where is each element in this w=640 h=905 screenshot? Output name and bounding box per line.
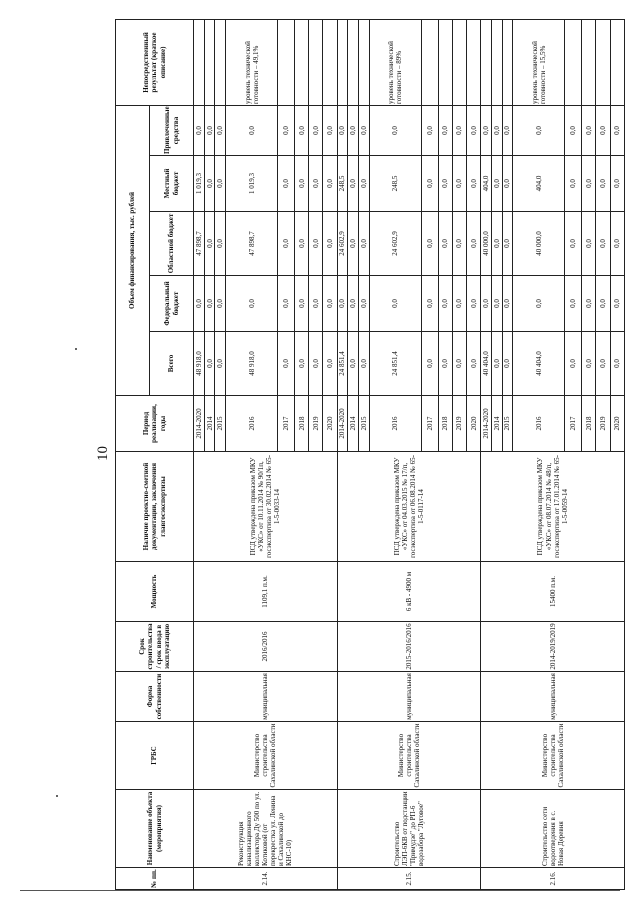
cell-federal: 0,0 bbox=[596, 276, 610, 332]
cell-local: 0,0 bbox=[438, 156, 452, 212]
cell-federal: 0,0 bbox=[215, 276, 226, 332]
cell-federal: 0,0 bbox=[278, 276, 295, 332]
cell-local: 0,0 bbox=[491, 156, 502, 212]
cell-regional: 40 000,0 bbox=[481, 212, 492, 276]
cell-total: 0,0 bbox=[596, 332, 610, 396]
cell-period: 2017 bbox=[565, 396, 582, 452]
cell-total: 0,0 bbox=[565, 332, 582, 396]
cell-period: 2020 bbox=[466, 396, 480, 452]
cell-local: 0,0 bbox=[359, 156, 370, 212]
cell-result bbox=[438, 19, 452, 105]
object-result: уровень технической готовности – 89% bbox=[369, 19, 421, 105]
cell-other: 0,0 bbox=[294, 105, 308, 155]
cell-result bbox=[359, 19, 370, 105]
cell-other: 0,0 bbox=[309, 105, 323, 155]
cell-period: 2014 bbox=[491, 396, 502, 452]
header-regional: Областной бюджет bbox=[150, 212, 194, 276]
object-result: уровень технической готовности – 15,5% bbox=[513, 19, 565, 105]
cell-local: 0,0 bbox=[452, 156, 466, 212]
header-name: Наименование объекта (мероприятия) bbox=[116, 790, 194, 868]
cell-total: 0,0 bbox=[323, 332, 337, 396]
cell-period: 2014-2020 bbox=[194, 396, 205, 452]
cell-federal: 0,0 bbox=[582, 276, 596, 332]
header-term: Срок строительства / срок ввода в эксплуатацию bbox=[116, 622, 194, 672]
cell-other: 0,0 bbox=[565, 105, 582, 155]
cell-local: 248,5 bbox=[337, 156, 348, 212]
cell-result bbox=[323, 19, 337, 105]
object-ownership: муниципальная bbox=[194, 672, 338, 722]
cell-regional: 47 898,7 bbox=[226, 212, 278, 276]
cell-period: 2015 bbox=[359, 396, 370, 452]
scan-edge-line bbox=[20, 890, 620, 891]
cell-period: 2018 bbox=[438, 396, 452, 452]
cell-total: 0,0 bbox=[452, 332, 466, 396]
cell-local: 0,0 bbox=[309, 156, 323, 212]
cell-federal: 0,0 bbox=[452, 276, 466, 332]
cell-total: 48 918,0 bbox=[226, 332, 278, 396]
cell-result bbox=[610, 19, 624, 105]
object-ownership: муниципальная bbox=[337, 672, 481, 722]
cell-federal: 0,0 bbox=[337, 276, 348, 332]
cell-local: 0,0 bbox=[215, 156, 226, 212]
cell-total: 0,0 bbox=[359, 332, 370, 396]
cell-regional: 0,0 bbox=[348, 212, 359, 276]
cell-local: 0,0 bbox=[610, 156, 624, 212]
object-docs: ПСД утверждена приказом МКУ «УКС» от 04.03.2015 № 17/п, госэкспертиза от 06.08.2014 № 65-1-5-0117-14 bbox=[337, 452, 481, 562]
header-ownership: Форма собственности bbox=[116, 672, 194, 722]
cell-regional: 0,0 bbox=[323, 212, 337, 276]
cell-other: 0,0 bbox=[513, 105, 565, 155]
header-local: Местный бюджет bbox=[150, 156, 194, 212]
cell-local: 0,0 bbox=[582, 156, 596, 212]
cell-other: 0,0 bbox=[596, 105, 610, 155]
object-number: 2.14. bbox=[194, 868, 338, 890]
header-period: Период реализации, годы bbox=[116, 396, 194, 452]
object-term: 2016/2016 bbox=[194, 622, 338, 672]
cell-other: 0,0 bbox=[491, 105, 502, 155]
header-total: Всего bbox=[150, 332, 194, 396]
cell-federal: 0,0 bbox=[610, 276, 624, 332]
cell-other: 0,0 bbox=[582, 105, 596, 155]
cell-local: 1 019,3 bbox=[226, 156, 278, 212]
cell-total: 0,0 bbox=[278, 332, 295, 396]
table-body bbox=[194, 19, 625, 889]
cell-period: 2016 bbox=[226, 396, 278, 452]
cell-total: 0,0 bbox=[610, 332, 624, 396]
cell-local: 0,0 bbox=[278, 156, 295, 212]
cell-result bbox=[502, 19, 513, 105]
object-grbs: Министерство строительства Сахалинской области bbox=[481, 722, 625, 790]
cell-regional: 0,0 bbox=[438, 212, 452, 276]
cell-other: 0,0 bbox=[348, 105, 359, 155]
cell-total: 0,0 bbox=[348, 332, 359, 396]
cell-result bbox=[565, 19, 582, 105]
cell-federal: 0,0 bbox=[226, 276, 278, 332]
cell-period: 2016 bbox=[369, 396, 421, 452]
cell-regional: 0,0 bbox=[466, 212, 480, 276]
cell-other: 0,0 bbox=[610, 105, 624, 155]
cell-regional: 0,0 bbox=[204, 212, 215, 276]
cell-total: 0,0 bbox=[204, 332, 215, 396]
object-ownership: муниципальная bbox=[481, 672, 625, 722]
cell-regional: 40 000,0 bbox=[513, 212, 565, 276]
cell-period: 2014 bbox=[348, 396, 359, 452]
cell-federal: 0,0 bbox=[348, 276, 359, 332]
cell-other: 0,0 bbox=[194, 105, 205, 155]
cell-other: 0,0 bbox=[466, 105, 480, 155]
cell-regional: 0,0 bbox=[502, 212, 513, 276]
cell-local: 404,0 bbox=[481, 156, 492, 212]
cell-local: 404,0 bbox=[513, 156, 565, 212]
cell-period: 2018 bbox=[582, 396, 596, 452]
cell-total: 0,0 bbox=[294, 332, 308, 396]
cell-federal: 0,0 bbox=[421, 276, 438, 332]
cell-other: 0,0 bbox=[502, 105, 513, 155]
cell-other: 0,0 bbox=[204, 105, 215, 155]
cell-total: 48 918,0 bbox=[194, 332, 205, 396]
header-federal: Федеральный бюджет bbox=[150, 276, 194, 332]
cell-total: 40 404,0 bbox=[481, 332, 492, 396]
cell-result bbox=[466, 19, 480, 105]
table-row bbox=[481, 19, 492, 889]
cell-total: 0,0 bbox=[215, 332, 226, 396]
cell-regional: 24 602,9 bbox=[337, 212, 348, 276]
cell-regional: 0,0 bbox=[359, 212, 370, 276]
cell-total: 24 851,4 bbox=[369, 332, 421, 396]
cell-other: 0,0 bbox=[323, 105, 337, 155]
object-name: Строительство ЛЭП-6КВ от подстанции "Примудзе" до РП-6 водозабора "Луговое" bbox=[337, 790, 481, 868]
cell-local: 1 019,3 bbox=[194, 156, 205, 212]
table-row bbox=[337, 19, 348, 889]
cell-other: 0,0 bbox=[452, 105, 466, 155]
cell-total: 0,0 bbox=[582, 332, 596, 396]
cell-regional: 0,0 bbox=[610, 212, 624, 276]
rotated-table-wrapper bbox=[115, 20, 625, 890]
cell-result bbox=[215, 19, 226, 105]
cell-other: 0,0 bbox=[337, 105, 348, 155]
cell-other: 0,0 bbox=[481, 105, 492, 155]
cell-result bbox=[337, 19, 348, 105]
cell-regional: 0,0 bbox=[452, 212, 466, 276]
cell-regional: 24 602,9 bbox=[369, 212, 421, 276]
cell-federal: 0,0 bbox=[502, 276, 513, 332]
cell-regional: 0,0 bbox=[596, 212, 610, 276]
cell-result bbox=[481, 19, 492, 105]
object-docs: ПСД утверждена приказом МКУ «УКС» от 10.11.2014 № 90/1п, госэкспертиза от 30.02.2014 № 65-1-5-0033-14 bbox=[194, 452, 338, 562]
cell-federal: 0,0 bbox=[565, 276, 582, 332]
cell-total: 0,0 bbox=[466, 332, 480, 396]
cell-regional: 0,0 bbox=[582, 212, 596, 276]
cell-local: 0,0 bbox=[565, 156, 582, 212]
header-num: № пп. bbox=[116, 868, 194, 890]
cell-local: 0,0 bbox=[466, 156, 480, 212]
cell-regional: 0,0 bbox=[491, 212, 502, 276]
cell-regional: 0,0 bbox=[215, 212, 226, 276]
cell-period: 2019 bbox=[309, 396, 323, 452]
cell-period: 2020 bbox=[610, 396, 624, 452]
cell-local: 0,0 bbox=[348, 156, 359, 212]
cell-total: 0,0 bbox=[421, 332, 438, 396]
cell-period: 2015 bbox=[502, 396, 513, 452]
cell-result bbox=[204, 19, 215, 105]
cell-other: 0,0 bbox=[278, 105, 295, 155]
object-capacity: 6 кВ - 4900 м bbox=[337, 562, 481, 622]
cell-result bbox=[278, 19, 295, 105]
cell-period: 2019 bbox=[596, 396, 610, 452]
object-name: Реконструкция канализационного коллектора Ду 500 по ул. Котиковой (от перекрестка ул. Ленина и Сахалинской до КНС-10) bbox=[194, 790, 338, 868]
cell-local: 248,5 bbox=[369, 156, 421, 212]
cell-regional: 0,0 bbox=[309, 212, 323, 276]
cell-result bbox=[491, 19, 502, 105]
cell-federal: 0,0 bbox=[438, 276, 452, 332]
cell-period: 2014-2020 bbox=[337, 396, 348, 452]
cell-other: 0,0 bbox=[369, 105, 421, 155]
object-docs: ПСД утверждена приказом МКУ «УКС» от 08.07.2014 № 48/п, госэкспертиза от 17.01.2014 № 65-1-5-0059-14 bbox=[481, 452, 625, 562]
cell-total: 0,0 bbox=[491, 332, 502, 396]
cell-total: 0,0 bbox=[438, 332, 452, 396]
cell-result bbox=[294, 19, 308, 105]
header-funding: Объем финансирования, тыс. рублей bbox=[116, 105, 150, 395]
cell-local: 0,0 bbox=[421, 156, 438, 212]
cell-other: 0,0 bbox=[421, 105, 438, 155]
header-capacity: Мощность bbox=[116, 562, 194, 622]
page-number: 10 bbox=[95, 446, 111, 461]
cell-local: 0,0 bbox=[204, 156, 215, 212]
cell-result bbox=[309, 19, 323, 105]
cell-federal: 0,0 bbox=[369, 276, 421, 332]
header-grbs: ГРБС bbox=[116, 722, 194, 790]
cell-period: 2020 bbox=[323, 396, 337, 452]
cell-federal: 0,0 bbox=[194, 276, 205, 332]
cell-federal: 0,0 bbox=[309, 276, 323, 332]
cell-federal: 0,0 bbox=[359, 276, 370, 332]
cell-total: 0,0 bbox=[309, 332, 323, 396]
cell-result bbox=[194, 19, 205, 105]
cell-result bbox=[348, 19, 359, 105]
cell-period: 2019 bbox=[452, 396, 466, 452]
header-result: Непосредственный результат (краткое описание) bbox=[116, 19, 194, 105]
cell-total: 40 404,0 bbox=[513, 332, 565, 396]
cell-federal: 0,0 bbox=[491, 276, 502, 332]
cell-result bbox=[582, 19, 596, 105]
table-header bbox=[116, 19, 194, 889]
cell-result bbox=[421, 19, 438, 105]
cell-local: 0,0 bbox=[323, 156, 337, 212]
cell-regional: 0,0 bbox=[294, 212, 308, 276]
cell-federal: 0,0 bbox=[294, 276, 308, 332]
cell-regional: 0,0 bbox=[278, 212, 295, 276]
cell-result bbox=[596, 19, 610, 105]
cell-period: 2014-2020 bbox=[481, 396, 492, 452]
cell-local: 0,0 bbox=[596, 156, 610, 212]
header-other: Привлеченные средства bbox=[150, 105, 194, 155]
cell-period: 2017 bbox=[278, 396, 295, 452]
header-docs: Наличие проектно-сметной документации, заключения главгосэкспертизы bbox=[116, 452, 194, 562]
object-term: 2014-2019/2019 bbox=[481, 622, 625, 672]
cell-period: 2014 bbox=[204, 396, 215, 452]
cell-federal: 0,0 bbox=[481, 276, 492, 332]
cell-federal: 0,0 bbox=[466, 276, 480, 332]
object-name: Строительство сети водоотведения в с. Новая Деревня bbox=[481, 790, 625, 868]
funding-table bbox=[115, 19, 625, 890]
object-grbs: Министерство строительства Сахалинской области bbox=[194, 722, 338, 790]
object-capacity: 15400 п.м. bbox=[481, 562, 625, 622]
cell-federal: 0,0 bbox=[323, 276, 337, 332]
cell-regional: 0,0 bbox=[421, 212, 438, 276]
cell-local: 0,0 bbox=[502, 156, 513, 212]
scan-speck bbox=[56, 795, 58, 797]
scan-speck bbox=[75, 348, 77, 350]
cell-total: 24 851,4 bbox=[337, 332, 348, 396]
object-number: 2.15. bbox=[337, 868, 481, 890]
cell-other: 0,0 bbox=[359, 105, 370, 155]
cell-period: 2015 bbox=[215, 396, 226, 452]
cell-federal: 0,0 bbox=[204, 276, 215, 332]
cell-local: 0,0 bbox=[294, 156, 308, 212]
cell-federal: 0,0 bbox=[513, 276, 565, 332]
table-row bbox=[194, 19, 205, 889]
object-number: 2.16. bbox=[481, 868, 625, 890]
cell-total: 0,0 bbox=[502, 332, 513, 396]
cell-period: 2016 bbox=[513, 396, 565, 452]
cell-regional: 0,0 bbox=[565, 212, 582, 276]
cell-result bbox=[452, 19, 466, 105]
cell-other: 0,0 bbox=[215, 105, 226, 155]
cell-other: 0,0 bbox=[438, 105, 452, 155]
cell-period: 2018 bbox=[294, 396, 308, 452]
cell-other: 0,0 bbox=[226, 105, 278, 155]
object-result: уровень технической готовности – 49,1% bbox=[226, 19, 278, 105]
cell-period: 2017 bbox=[421, 396, 438, 452]
object-term: 2015-2016/2016 bbox=[337, 622, 481, 672]
object-capacity: 1109,1 п.м. bbox=[194, 562, 338, 622]
cell-regional: 47 898,7 bbox=[194, 212, 205, 276]
object-grbs: Министерство строительства Сахалинской области bbox=[337, 722, 481, 790]
